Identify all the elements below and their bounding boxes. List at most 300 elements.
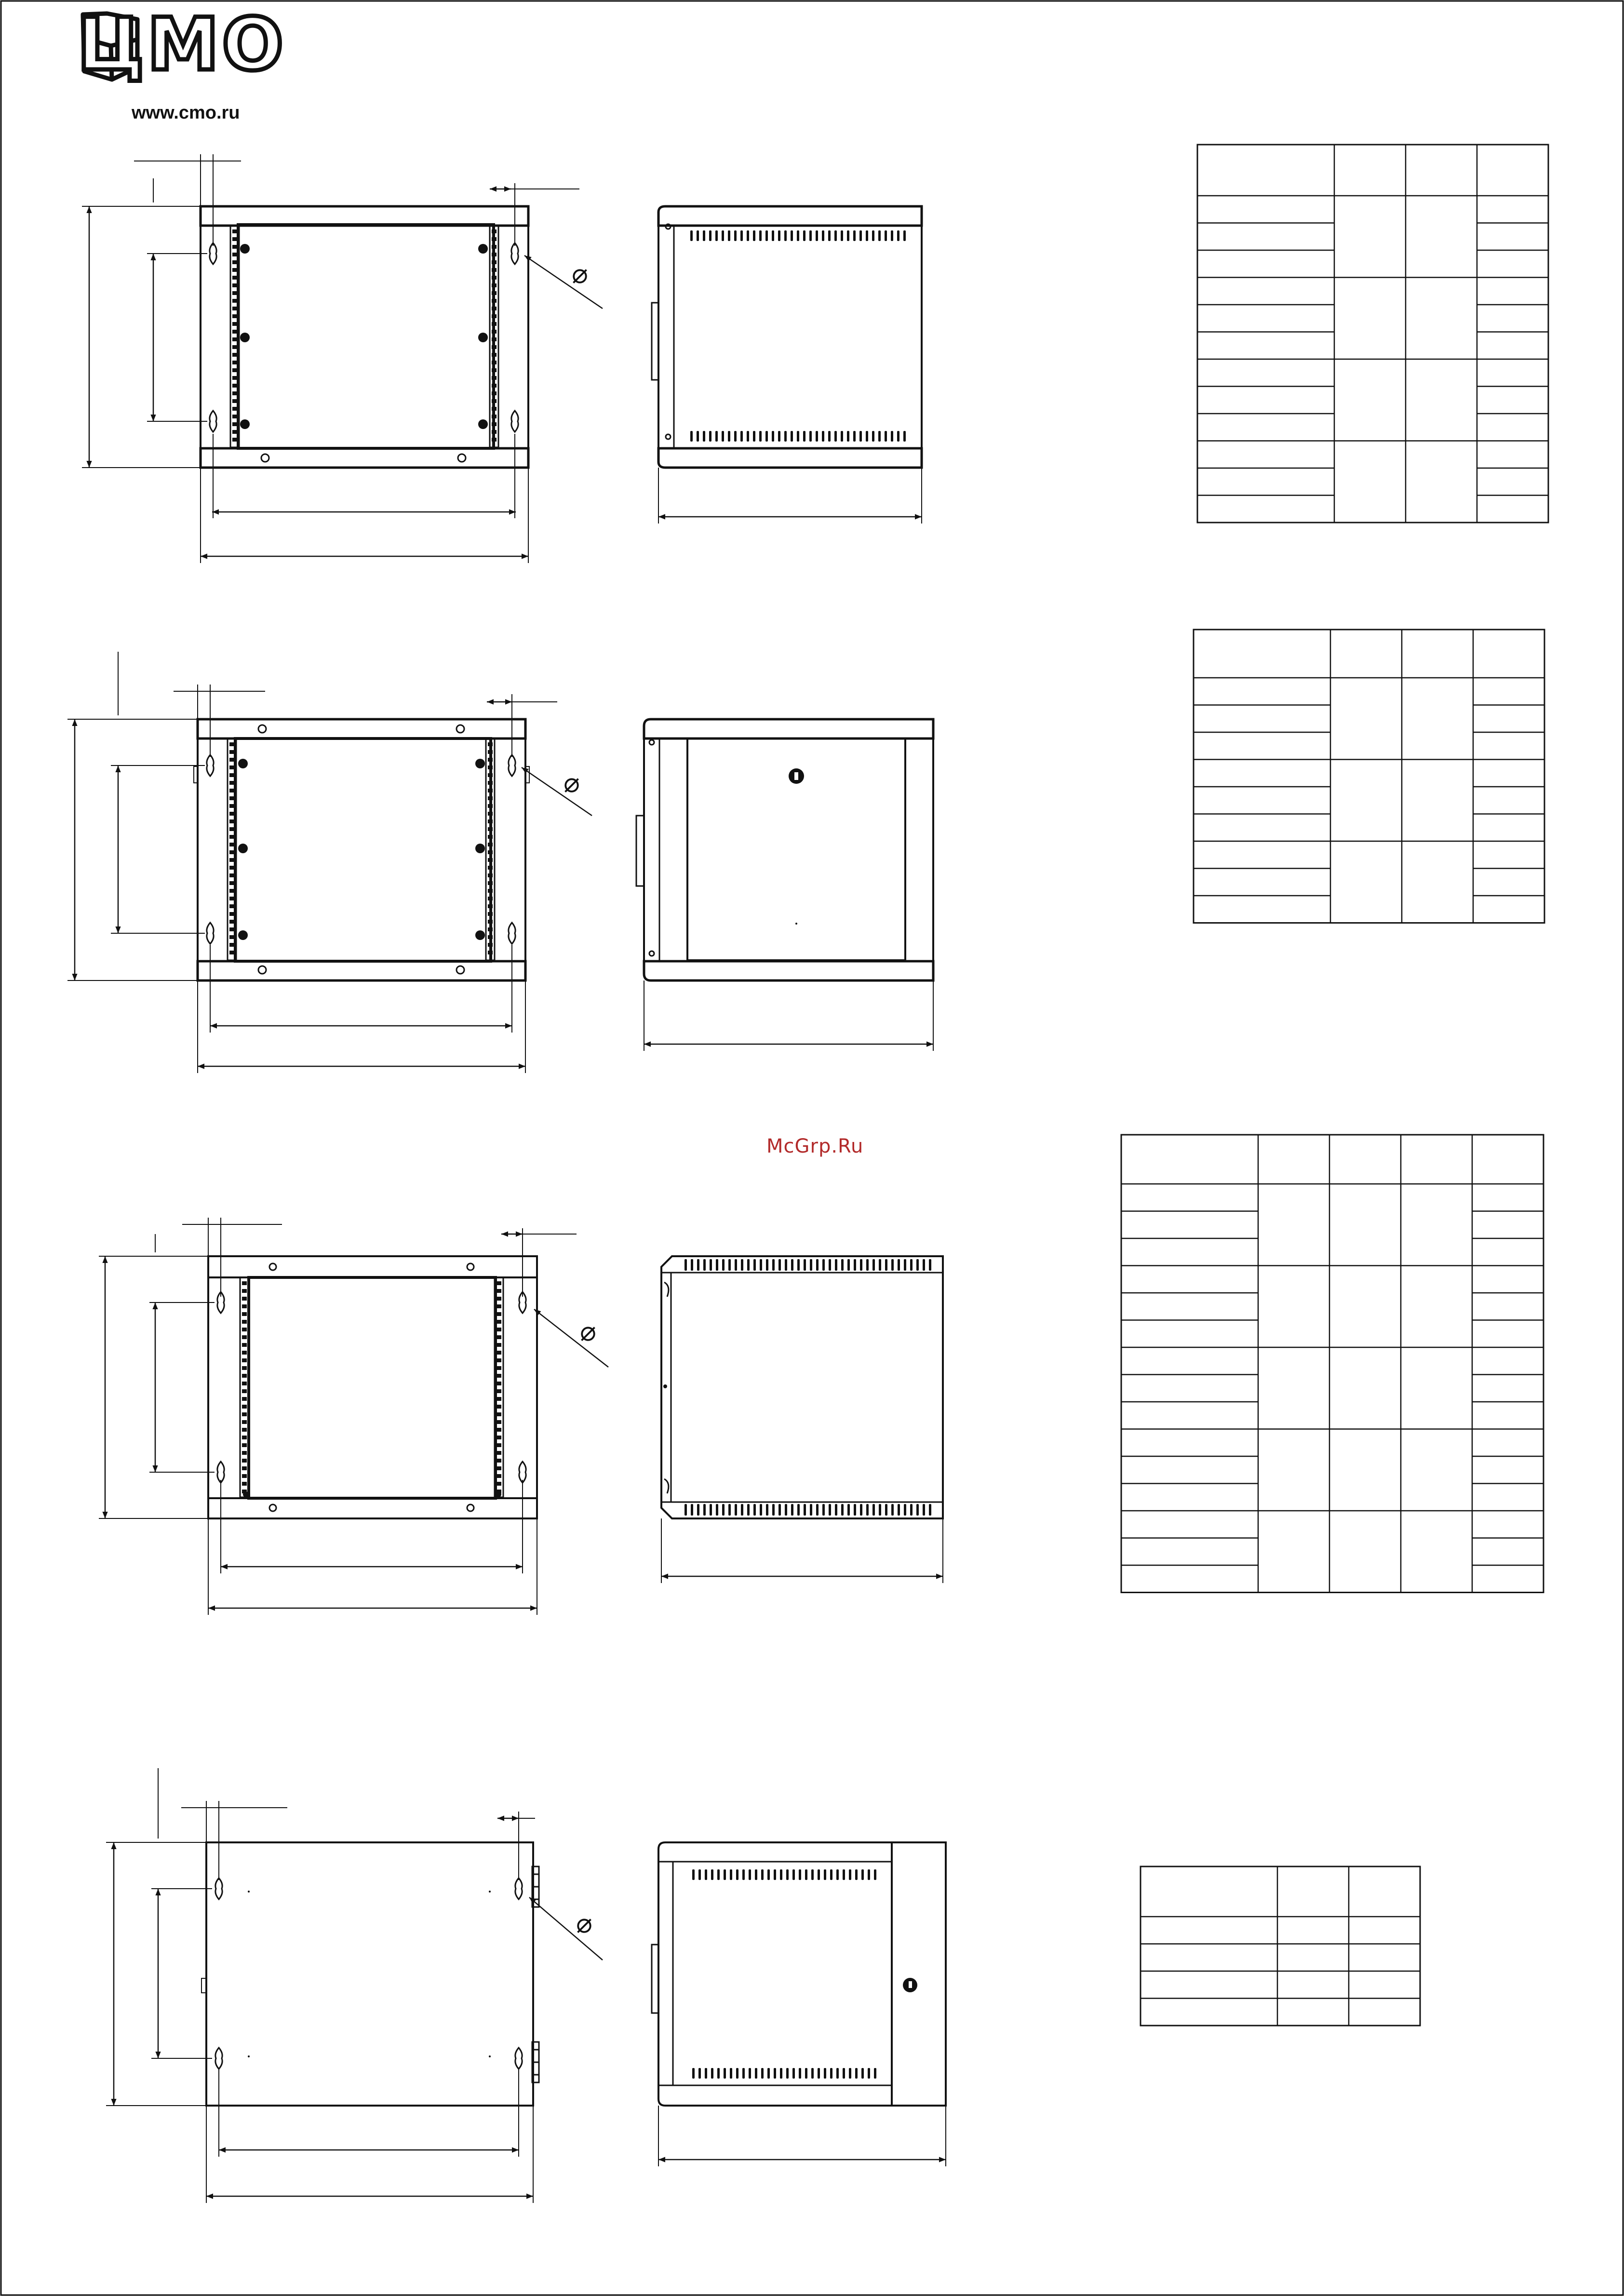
- vent-slot: [716, 1504, 718, 1516]
- rail-square-hole: [242, 1335, 247, 1339]
- rail-square-hole: [229, 758, 234, 762]
- vent-slot: [722, 230, 724, 241]
- rail-square-hole: [492, 337, 497, 341]
- mount-hole-icon: [458, 454, 466, 462]
- vent-slot: [835, 1504, 837, 1516]
- side-outline: [661, 1256, 943, 1518]
- vent-slot: [740, 431, 743, 442]
- rail-square-hole: [497, 1382, 501, 1385]
- vent-slot: [759, 431, 762, 442]
- rail-square-hole: [492, 322, 497, 326]
- vent-slot: [816, 1259, 819, 1271]
- rail-square-hole: [497, 1459, 501, 1463]
- rail-square-hole: [497, 1428, 501, 1432]
- vent-slot: [735, 1259, 737, 1271]
- vent-slot: [866, 1504, 869, 1516]
- rail-square-hole: [492, 399, 497, 403]
- vent-slot: [760, 1504, 762, 1516]
- rail-square-hole: [492, 314, 497, 318]
- rail-square-hole: [492, 368, 497, 372]
- vent-slot: [811, 2068, 814, 2079]
- vent-slot: [904, 1259, 906, 1271]
- rail-square-hole: [242, 1374, 247, 1378]
- top-bar: [198, 719, 525, 738]
- rail-square-hole: [242, 1474, 247, 1478]
- vent-slot: [843, 2068, 845, 2079]
- vent-slot: [836, 2068, 839, 2079]
- rail-square-hole: [232, 229, 237, 233]
- table-frame: [1194, 630, 1544, 923]
- vent-slot: [822, 230, 824, 241]
- rail-square-hole: [497, 1451, 501, 1455]
- vent-slot: [703, 230, 705, 241]
- diameter-symbol: ⌀: [580, 1316, 596, 1348]
- vent-slot: [829, 1504, 831, 1516]
- rail-square-hole: [229, 943, 234, 947]
- vent-slot: [855, 1869, 858, 1880]
- vent-slot: [818, 1869, 820, 1880]
- vent-slot: [824, 1869, 826, 1880]
- vent-slot: [810, 1504, 812, 1516]
- vent-slot: [797, 230, 799, 241]
- rail-square-hole: [232, 322, 237, 326]
- rail-square-hole: [497, 1281, 501, 1285]
- rail-square-hole: [497, 1328, 501, 1331]
- mount-hole-icon: [258, 966, 266, 974]
- rail-square-hole: [229, 873, 234, 877]
- vent-slot: [822, 431, 824, 442]
- leader-line: [524, 255, 603, 309]
- vent-slot: [780, 1869, 782, 1880]
- bottom-vents: [690, 431, 906, 442]
- rail-square-hole: [497, 1343, 501, 1347]
- vent-slot: [734, 230, 737, 241]
- vent-slot: [816, 431, 818, 442]
- vent-slot: [849, 1869, 851, 1880]
- vent-slot: [866, 1259, 869, 1271]
- vent-slot: [774, 2068, 776, 2079]
- rail-square-hole: [242, 1397, 247, 1401]
- vent-slot: [765, 431, 768, 442]
- rail-square-hole: [232, 260, 237, 264]
- rail-square-hole: [229, 781, 234, 785]
- side-top-panel: [658, 206, 922, 226]
- vent-slot: [847, 1504, 850, 1516]
- rail-square-hole: [488, 742, 493, 746]
- rail-square-hole: [229, 866, 234, 870]
- vent-slot: [703, 1259, 706, 1271]
- rail-square-hole: [497, 1466, 501, 1470]
- rail-square-hole: [497, 1297, 501, 1301]
- keyhole-slot-icon: [511, 411, 518, 432]
- tables-layer: [1121, 145, 1548, 2026]
- vent-slot: [710, 1259, 712, 1271]
- rail-square-hole: [229, 789, 234, 792]
- rail-square-hole: [488, 873, 493, 877]
- bottom-bar: [198, 961, 525, 980]
- vent-slot: [747, 431, 749, 442]
- screw-icon: [240, 244, 250, 254]
- keyhole-slot-icon: [215, 1878, 222, 1899]
- vent-slot: [853, 230, 856, 241]
- vent-slot: [784, 431, 787, 442]
- screw-icon: [478, 419, 488, 429]
- vent-slot: [797, 1504, 800, 1516]
- rail-square-hole: [242, 1482, 247, 1486]
- rail-square-hole: [242, 1459, 247, 1463]
- vent-slot: [822, 1259, 825, 1271]
- vent-slot: [736, 1869, 738, 1880]
- rail-square-hole: [492, 353, 497, 357]
- vent-slot: [847, 1259, 850, 1271]
- rail-square-hole: [242, 1358, 247, 1362]
- rail-square-hole: [232, 399, 237, 403]
- side-bottom-panel: [658, 448, 922, 468]
- marker-dot: [663, 1384, 667, 1388]
- rail-square-hole: [232, 268, 237, 272]
- back-panel: [206, 1842, 533, 2106]
- back-view: [106, 1768, 603, 2203]
- vent-slot: [711, 2068, 713, 2079]
- keyhole-slot-icon: [509, 923, 515, 944]
- bottom-vents: [692, 2068, 876, 2079]
- vent-slot: [841, 1504, 844, 1516]
- cabinet-3-drawing: [99, 1218, 943, 1615]
- bottom-bar: [208, 1498, 537, 1518]
- keyhole-slot-icon: [519, 1462, 526, 1483]
- vent-slot: [810, 1259, 812, 1271]
- vent-slot: [797, 1259, 800, 1271]
- vent-slot: [866, 431, 868, 442]
- vent-slot: [741, 1259, 743, 1271]
- vent-slot: [834, 431, 837, 442]
- mount-hole-icon: [269, 1263, 276, 1270]
- brand-logo: ЦМО: [77, 3, 286, 87]
- vent-slot: [772, 1504, 775, 1516]
- marker-dot: [248, 2055, 250, 2057]
- vent-slot: [692, 2068, 695, 2079]
- mount-hole-icon: [258, 725, 266, 733]
- vent-slot: [722, 1504, 725, 1516]
- vent-slot: [841, 230, 843, 241]
- rail-square-hole: [488, 912, 493, 916]
- top-vents: [692, 1869, 876, 1880]
- vent-slot: [747, 230, 749, 241]
- vent-slot: [697, 1259, 699, 1271]
- rail-square-hole: [229, 742, 234, 746]
- rail-square-hole: [229, 951, 234, 954]
- diameter-symbol: ⌀: [572, 258, 588, 290]
- vent-slot: [724, 1869, 726, 1880]
- keyhole-slot-icon: [215, 2048, 222, 2069]
- rail-square-hole: [232, 245, 237, 249]
- side-view: [652, 206, 922, 524]
- rail-square-hole: [242, 1281, 247, 1285]
- rail-square-hole: [242, 1412, 247, 1416]
- mount-hole-icon: [456, 725, 464, 733]
- rail-square-hole: [488, 773, 493, 777]
- rail-square-hole: [242, 1428, 247, 1432]
- screw-icon: [240, 419, 250, 429]
- vent-slot: [765, 230, 768, 241]
- rail-square-hole: [232, 337, 237, 341]
- rail-square-hole: [497, 1289, 501, 1293]
- vent-slot: [874, 1869, 876, 1880]
- vent-slot: [916, 1504, 919, 1516]
- vent-slot: [791, 230, 793, 241]
- rail-square-hole: [497, 1304, 501, 1308]
- rail-square-hole: [497, 1351, 501, 1355]
- vent-slot: [898, 1259, 900, 1271]
- vent-slot: [755, 2068, 757, 2079]
- rail-square-hole: [229, 881, 234, 885]
- rail-square-hole: [497, 1389, 501, 1393]
- rail-square-hole: [229, 889, 234, 893]
- vent-slot: [855, 2068, 858, 2079]
- mount-hole-icon: [269, 1504, 276, 1511]
- rail-square-hole: [488, 789, 493, 792]
- website-link[interactable]: www.cmo.ru: [132, 103, 240, 123]
- vent-slot: [690, 431, 693, 442]
- vent-slot: [818, 2068, 820, 2079]
- leader-line: [522, 767, 592, 816]
- rail-square-hole: [488, 904, 493, 908]
- vent-slot: [816, 230, 818, 241]
- vent-slot: [854, 1259, 856, 1271]
- vent-slot: [728, 1504, 731, 1516]
- vent-slot: [824, 2068, 826, 2079]
- vent-slot: [872, 1259, 875, 1271]
- rail-square-hole: [492, 430, 497, 434]
- hinge-mark: [664, 1479, 669, 1493]
- vent-slot: [828, 431, 831, 442]
- rail-square-hole: [229, 804, 234, 808]
- rail-square-hole: [229, 920, 234, 924]
- rail-square-hole: [492, 260, 497, 264]
- screw-icon: [475, 759, 485, 768]
- rail-square-hole: [242, 1466, 247, 1470]
- rail-square-hole: [488, 804, 493, 808]
- rail-square-hole: [492, 229, 497, 233]
- vent-slot: [761, 1869, 764, 1880]
- rail-square-hole: [229, 827, 234, 831]
- mount-hole-icon: [649, 740, 654, 745]
- rail-square-hole: [232, 237, 237, 241]
- vent-slot: [785, 1259, 787, 1271]
- rail-square-hole: [229, 819, 234, 823]
- mount-hole-icon: [467, 1504, 474, 1511]
- vent-slot: [684, 1504, 687, 1516]
- vent-slot: [697, 431, 699, 442]
- vent-slot: [711, 1869, 713, 1880]
- marker-dot: [489, 2055, 491, 2057]
- vent-slot: [703, 431, 705, 442]
- vent-slot: [910, 1504, 913, 1516]
- rail-square-hole: [229, 904, 234, 908]
- vent-slot: [717, 2068, 720, 2079]
- rail-square-hole: [492, 391, 497, 395]
- vent-slot: [803, 431, 805, 442]
- rail-square-hole: [242, 1351, 247, 1355]
- vent-slot: [730, 1869, 732, 1880]
- rail-square-hole: [488, 920, 493, 924]
- vent-slot: [742, 2068, 745, 2079]
- diameter-symbol: ⌀: [576, 1908, 592, 1940]
- vent-slot: [841, 431, 843, 442]
- rail-square-hole: [497, 1366, 501, 1370]
- rail-square-hole: [229, 750, 234, 754]
- vent-slot: [759, 230, 762, 241]
- vent-slot: [709, 230, 711, 241]
- vent-slot: [847, 230, 849, 241]
- hinge-mark: [664, 1282, 669, 1297]
- mount-hole-icon: [649, 951, 654, 956]
- vent-slot: [785, 1504, 787, 1516]
- vent-slot: [740, 230, 743, 241]
- rail-square-hole: [488, 881, 493, 885]
- vent-slot: [860, 1259, 862, 1271]
- screw-icon: [478, 244, 488, 254]
- rail-square-hole: [488, 796, 493, 800]
- vent-slot: [849, 2068, 851, 2079]
- watermark: McGrp.Ru: [766, 1135, 864, 1157]
- side-view: [661, 1256, 943, 1583]
- screw-icon: [238, 759, 248, 768]
- rail-square-hole: [242, 1389, 247, 1393]
- rail-square-hole: [232, 376, 237, 380]
- rail-square-hole: [488, 897, 493, 900]
- rail-square-hole: [232, 368, 237, 372]
- vent-slot: [778, 431, 780, 442]
- vent-slot: [760, 1259, 762, 1271]
- vent-slot: [766, 1259, 768, 1271]
- vent-slot: [767, 1869, 770, 1880]
- vent-slot: [774, 1869, 776, 1880]
- vent-slot: [691, 1259, 693, 1271]
- rail-square-hole: [497, 1335, 501, 1339]
- screw-icon: [238, 930, 248, 940]
- top-bar: [208, 1256, 537, 1277]
- bottom-vents: [684, 1504, 931, 1516]
- vent-slot: [735, 1504, 737, 1516]
- front-opening: [235, 738, 491, 961]
- rail-square-hole: [232, 430, 237, 434]
- rail-square-hole: [232, 345, 237, 349]
- vent-slot: [761, 2068, 764, 2079]
- mount-hole-icon: [456, 966, 464, 974]
- rail-square-hole: [242, 1366, 247, 1370]
- rail-square-hole: [488, 765, 493, 769]
- vent-slot: [736, 2068, 738, 2079]
- table-frame: [1121, 1135, 1543, 1593]
- rail-square-hole: [229, 843, 234, 846]
- bottom-bar: [201, 448, 528, 468]
- vent-slot: [803, 230, 805, 241]
- table-4: [1141, 1866, 1420, 2026]
- vent-slot: [772, 1259, 775, 1271]
- side-top-panel: [644, 719, 933, 738]
- vent-slot: [885, 431, 887, 442]
- vent-slot: [772, 431, 774, 442]
- vent-slot: [866, 230, 868, 241]
- vent-slot: [797, 431, 799, 442]
- vent-slot: [791, 1259, 793, 1271]
- vent-slot: [799, 1869, 801, 1880]
- vent-slot: [859, 431, 862, 442]
- drawings-layer: [67, 154, 946, 2203]
- rail-square-hole: [492, 245, 497, 249]
- vent-slot: [868, 2068, 870, 2079]
- vent-slot: [705, 2068, 707, 2079]
- rail-square-hole: [232, 253, 237, 256]
- marker-dot: [248, 1891, 250, 1893]
- rail-square-hole: [232, 307, 237, 310]
- vent-slot: [897, 431, 899, 442]
- screw-icon: [243, 1491, 249, 1497]
- diameter-callout: [524, 255, 603, 309]
- side-handle: [652, 1945, 658, 2013]
- vent-slot: [903, 230, 906, 241]
- rail-square-hole: [497, 1312, 501, 1316]
- rail-square-hole: [492, 376, 497, 380]
- cabinet-1-drawing: [82, 154, 922, 563]
- vent-slot: [861, 2068, 864, 2079]
- vent-slot: [722, 1259, 725, 1271]
- side-handle: [636, 816, 644, 886]
- vent-slot: [753, 1504, 756, 1516]
- vent-slot: [786, 2068, 789, 2079]
- vent-slot: [715, 431, 718, 442]
- rail-square-hole: [492, 361, 497, 364]
- rail-square-hole: [488, 750, 493, 754]
- rail-square-hole: [232, 330, 237, 334]
- vent-slot: [730, 2068, 732, 2079]
- rail-square-hole: [497, 1436, 501, 1439]
- rail-square-hole: [492, 407, 497, 411]
- rail-square-hole: [242, 1320, 247, 1324]
- rail-square-hole: [232, 276, 237, 280]
- side-handle: [652, 303, 658, 380]
- vent-slot: [792, 1869, 795, 1880]
- rail-square-hole: [492, 415, 497, 418]
- rail-square-hole: [488, 812, 493, 816]
- marker-dot: [489, 1891, 491, 1893]
- vent-slot: [868, 1869, 870, 1880]
- rail-square-hole: [497, 1412, 501, 1416]
- front-view: [67, 652, 592, 1073]
- mount-hole-icon: [467, 1263, 474, 1270]
- rail-square-hole: [492, 422, 497, 426]
- front-view: [82, 154, 603, 563]
- rail-square-hole: [488, 951, 493, 954]
- rail-square-hole: [232, 361, 237, 364]
- vent-slot: [891, 230, 893, 241]
- rail-square-hole: [497, 1420, 501, 1424]
- rail-square-hole: [232, 291, 237, 295]
- rail-square-hole: [492, 307, 497, 310]
- vent-slot: [791, 431, 793, 442]
- rail-square-hole: [242, 1304, 247, 1308]
- rail-square-hole: [497, 1405, 501, 1409]
- side-view: [636, 719, 933, 1051]
- rail-square-hole: [232, 299, 237, 303]
- vent-slot: [690, 230, 693, 241]
- table-2: [1194, 630, 1544, 923]
- rail-square-hole: [232, 407, 237, 411]
- vent-slot: [853, 431, 856, 442]
- marker-dot: [795, 923, 797, 925]
- rail-square-hole: [488, 827, 493, 831]
